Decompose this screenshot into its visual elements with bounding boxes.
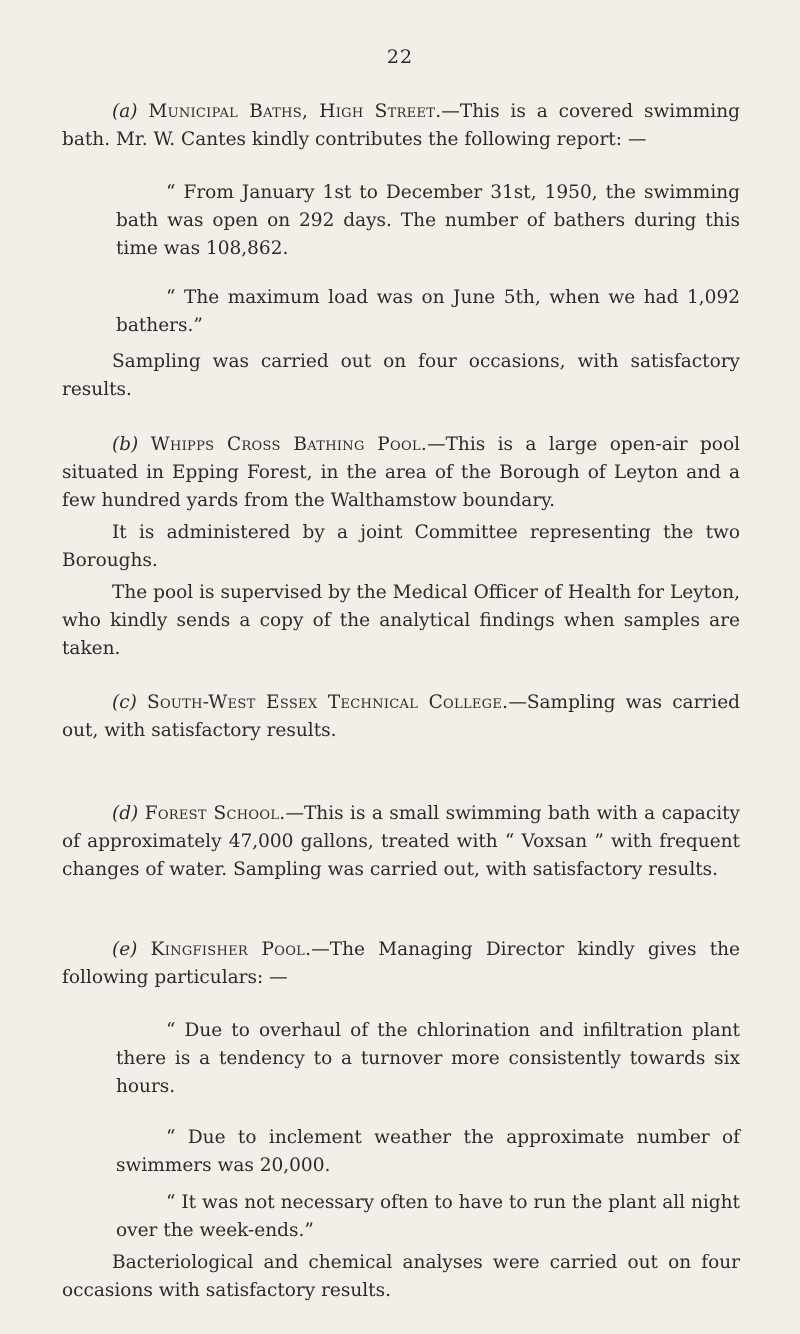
section-b-label: (b) — [112, 434, 139, 456]
section-b-paragraph — [62, 431, 740, 515]
section-e-paragraph — [62, 936, 740, 992]
section-a-heading: Municipal Baths, High Street. — [148, 101, 442, 122]
section-e-after: Bacteriological and chemical analyses were carried out on four occasions with satisfactory results. — [62, 1252, 740, 1302]
section-b-text: —This is a large open-air pool situated in Epping Forest, in the area of the Borough of Leyton and a few hundred yards from the Walthamstow boundary. — [62, 434, 740, 512]
section-e-label: (e) — [112, 938, 138, 960]
section-d-label: (d) — [112, 803, 139, 825]
section-e-heading: Kingfisher Pool. — [150, 938, 312, 960]
page-number: 22 — [386, 46, 414, 68]
section-d-heading: Forest School. — [144, 803, 286, 825]
section-a-paragraph — [62, 98, 740, 154]
section-d-text: —This is a small swimming bath with a capacity of approximately 47,000 gallons, treated with “ Voxsan ” with frequent changes of water. Sampling was carried out, with satisfactory results. — [62, 803, 740, 881]
section-e-quote-1: “ Due to overhaul of the chlorination and infiltration plant there is a tendency to a turnover more consistently towards six hours. — [116, 1019, 740, 1097]
section-e-quote-2: “ Due to inclement weather the approximate number of swimmers was 20,000. — [116, 1126, 740, 1176]
section-e-text: —The Managing Director kindly gives the following particulars: — — [62, 938, 740, 988]
section-a-text: —This is a covered swimming bath. Mr. W. Cantes kindly contributes the following report: — — [62, 101, 740, 150]
section-d-paragraph — [62, 800, 740, 884]
section-a-label: (a) — [112, 101, 138, 122]
section-a-after: Sampling was carried out on four occasions, with satisfactory results. — [62, 351, 740, 401]
section-b-para-3: The pool is supervised by the Medical Officer of Health for Leyton, who kindly sends a copy of the analytical findings when samples are taken. — [62, 582, 740, 660]
section-c-paragraph — [62, 689, 740, 745]
section-c-label: (c) — [112, 692, 137, 714]
section-c-heading: South-West Essex Technical College. — [146, 692, 509, 714]
section-e-quote-3: “ It was not necessary often to have to run the plant all night over the week-ends.” — [116, 1192, 740, 1242]
section-c-text: —Sampling was carried out, with satisfactory results. — [62, 692, 740, 742]
section-a-quote-1: “ From January 1st to December 31st, 1950, the swimming bath was open on 292 days. The number of bathers during this time was 108,862. — [116, 181, 740, 259]
section-b-heading: Whipps Cross Bathing Pool. — [150, 434, 428, 456]
section-a-quote-2: “ The maximum load was on June 5th, when we had 1,092 bathers.” — [116, 287, 740, 337]
section-b-para-2: It is administered by a joint Committee representing the two Boroughs. — [62, 521, 740, 571]
